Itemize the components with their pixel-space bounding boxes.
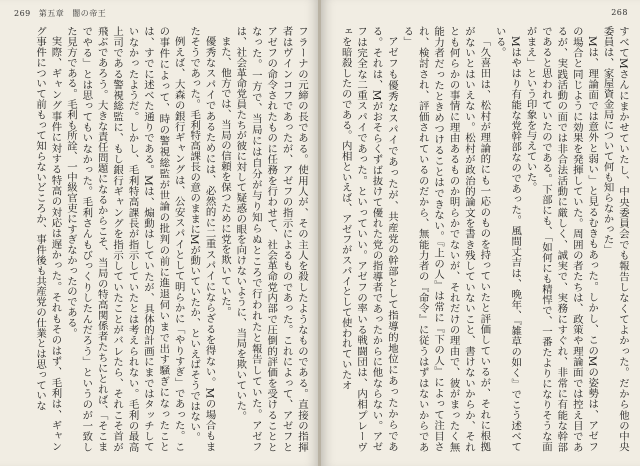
paragraph: アゼフも優秀なスパイであったが、共産党の幹部として指導的地位にあったからである。それは、Mがおそらくずば抜けて優れた党の指導者であったからに他ならない。アゼフは完全な二重スパイであった。といっていい。アゼフの率いる戦闘団は、内相プレーヴェを暗殺したのである。内相といえば、アゼフがスパイとして使われていたオ <box>339 26 398 452</box>
paragraph: すべてMさんにまかせていたし、中央委員会でも報告しなくてよかった。だから他の中央委員は、家屋資金局について何も知らなかった」 <box>601 26 629 452</box>
chapter-title: 闇の帝王 <box>72 9 107 18</box>
right-page-text <box>334 26 630 452</box>
paragraph: 例えば、大森の銀行ギャングは、公安スパイとして明らかに「やりすぎ」であった。この事件によって、時の警視総監が世論の批判の前に進退伺いまで出す騒ぎになったことは、すでに述べた通りである。Mは、煽動はしていたが、具体的計画にまではタッチしていなかったようだ。しかし、毛利特高課長が指示していたとは考えられない。毛利の最高上司である警視総監に、もし銀行ギャングを指示していたことがバレたら、それこそ首が飛ぶであろう。大きな責任問題になるからこそ、当局の特高関係者たちにとれば、「そこまでやる」とは思ってもいなかった。毛利さんもびっくりしたんだろう」というのが一致した見方である。毛利も所詮、一中級官吏にすぎなかったのである。 <box>64 26 185 452</box>
paragraph: Mはやはり有能な党幹部なのであった。風間丈吉は、晩年、『雑草の如く』でこう述べている。 <box>493 26 522 452</box>
left-page-header <box>14 8 106 19</box>
chapter-label: 第五章 <box>38 9 65 18</box>
quoted-paragraph: 「久喜田は、松村が理論的にも一応のものを持っていたと評価しているが、それに根拠がないとはいえない。松村が政治的論文を書き残していないこと、書けないからか、それとも何らかの事情に理由あるものか明らかでないが、それだけの理由で、彼がまったく無能力者だったときめつけることはできない。『上の人』は常に『下の人』によって注目され、検討され、評価されているのだから、無能力者の『命令』に従うはずはないからである」 <box>401 26 491 452</box>
left-page-text <box>13 26 309 452</box>
paragraph: 優秀なスパイであるためには、必然的に二重スパイにならざるを得ない。Mの場合もまたそうであった。毛利特高課長の意のままにMが動いていたか、といえばそうではない。 <box>188 26 216 452</box>
right-page <box>321 0 640 466</box>
paragraph: また、他方では、当局の信頼を保つために党を欺いていた。 <box>218 36 231 318</box>
left-page <box>0 0 319 466</box>
right-page-number: 268 <box>611 8 628 17</box>
paragraph: フラーナの元締の長である。使用人が、その主人を殺したようなものである。直接の指揮者はヴインコフであったが、アゼフの指示によるものであった。これによって、アゼフとアゼフの命令されたものに任務を行わせて、社会革命党内部で圧倒的評価を受けることとなった。一方で、当局には自分が与り知らぬところで行われたと報告していた。アゼフは、社会革命党員たちが彼に対して疑惑の眼を向けないように、当局を欺いていた。 <box>234 26 308 452</box>
left-page-number: 269 <box>14 9 31 18</box>
paragraph: 実際、ギャング事件に対する特高の対応は遅かった。それもそのはず、毛利は、ギャング事件について前もって知らないどころか、事件後も共産党の仕業とは思っていな <box>34 26 62 452</box>
paragraph: Mは、理論面では意外と弱い」と見るむきもあった。しかし、このMの姿勢は、アゼフの場合と同じように効果を発揮していた。周囲の者たちは、政策や理論面では控え目であるが、実践活動の面では非合法活動に厳しく、誠実で、実務にすぐれ、非常に有能な幹部であると思われていたのである。下部にも、「如何にも精悍で、一番たよりになりそうな面がまえ」という印象を与えていた。 <box>524 26 599 452</box>
right-page-header <box>611 8 628 17</box>
